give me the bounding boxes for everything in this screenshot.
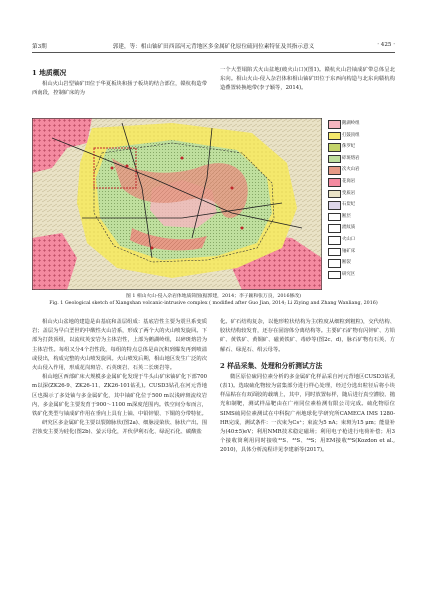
right-bottom-column (220, 318, 395, 456)
legend-swatch (328, 155, 341, 164)
legend-label: 石炭纪 (342, 202, 356, 208)
legend-swatch (328, 248, 341, 257)
legend-swatch (328, 236, 341, 245)
section-heading-2: 2 样品采集、处理和分析测试方法 (220, 361, 323, 370)
map-legend (328, 120, 398, 288)
figure-caption-cn: 图 1 相山火山-侵入杂岩体地质简图(据郭建，2014；李子颖和张万良，2016修改) (126, 294, 301, 299)
paragraph: 相山火山盆地的建造是由基底和盖层组成：基底岩性主要为震旦系变质岩；盖层为早白垩世的中酸性火山岩系，形成了两个大的火山喷发旋回。下部为打鼓顶组，以流纹英安岩为主体岩性，上部为鹅湖岭组，以碎斑熔岩为主体岩性。每组又分4个岩性段，每组的特点总体是由沉积到爆发再到喷溢或侵出，构成完整的火山喷发旋回。火山喷发后期，相山地区发生广泛的次火山侵入作用，形成花岗斑岩、石英斑岩、石英二长斑岩等。 (32, 319, 207, 372)
legend-swatch (328, 213, 341, 222)
legend-swatch (328, 143, 341, 152)
paragraph: 一个大型塌陷式火山盆地(破火山口)(图1)。赣杭火山岩铀成矿带总体呈北东向。相山火山-侵入杂岩体和相山铀矿田位于东西向构造与北东向赣杭构造叠置转换地带(李子颖等，2014)。 (220, 67, 395, 92)
legend-label: 次火山岩 (342, 167, 360, 173)
running-header (32, 42, 395, 53)
paragraph: 相山地区西部矿床大规模多金属矿化发现于牛头山矿床铀矿化下部700 m以深(ZK26-9、ZK26-11、ZK26-101钻孔)。CUSD3钻孔在河元背地区也揭示了多处铀与多金属矿化，其中铀矿化位于500 m以浅碎斑流纹岩内，多金属矿化主要发育于900～1100 m深度范围内。铁空间分布而言，铁矿化类型与铀成矿作用在垂向上具有上铀、中铅锌银、下铜的分带特征。 (32, 374, 207, 418)
running-title: 郭建，等：相山铀矿田西部河元背地区多金属矿化原位硫同位素特征及其指示意义 (112, 44, 315, 50)
legend-swatch (328, 190, 341, 199)
legend-swatch (328, 132, 341, 141)
legend-swatch (328, 120, 341, 129)
left-top-column (32, 68, 207, 98)
legend-label: 铀矿床 (342, 248, 356, 254)
legend-label: 断裂 (342, 260, 351, 266)
legend-label: 花岗岩 (342, 179, 356, 184)
legend-label: 流纹质 (342, 225, 356, 231)
left-bottom-column (32, 318, 207, 438)
paragraph: 相山火山岩型铀矿田位于华夏板块和扬子板块的结合部位，赣杭构造带西南段，控制矿床的为 (32, 81, 207, 97)
geological-map (32, 118, 322, 290)
figure-caption-en: Fig. 1 Geological sketch of Xiangshan volcanic-intrusive complex ( modified after Guo Jian, 2014; Li Ziying and Zhang Wanliang, 2016) (49, 300, 378, 306)
legend-label: 碎斑熔岩 (342, 155, 360, 161)
legend-label: 研究区 (342, 271, 356, 277)
legend-swatch (328, 224, 341, 233)
legend-label: 鹅湖岭组 (342, 121, 360, 126)
paragraph: 研究区多金属矿化主要以裂隙脉状(图2a)、细脉浸染状、脉状产出。围岩蚀变主要为硅化(图2b)、萤云母化，并伙伊利石化、绿泥石化、碳酸盐 (32, 420, 207, 436)
legend-label: 断层 (342, 213, 351, 219)
paragraph: 微区原位硫同位素分析的多金属矿化样品采自河元背地区CUSD3钻孔(表1)。选取硫化物较为富集部分进行样心处理，经过分选出粒径后将小块样品粘在有双面胶的载璃上，其中，同时放置标样，随后进行真空灌胶、抛光和制靶，测试样品靶由在广州同位素检测有限公司完成。硫化物原位SIMS硫同位素测试在中科院广州地球化学研究所CAMECA IMS 1280-HR完成，测试条件：一次束为Cs⁺；束流为5 nA；束斑为15 μm；能量补为(40±5)eV；利用NMR技术稳定磁场；利用电子枪进行电荷补偿；用3个接收筒利用同时接收³²S、³³S、³⁴S；用EM接收³⁶S(Kozdon et al., 2010)，具体分析流程详见李建新等(2017)。 (220, 373, 395, 454)
legend-swatch (328, 271, 341, 280)
figure-caption (20, 294, 407, 307)
issue-number: 第3期 (32, 44, 47, 50)
legend-label: 打鼓顶组 (342, 132, 360, 138)
legend-label: 火山口 (342, 237, 356, 242)
section-heading-1: 1 地质概况 (32, 69, 67, 77)
legend-swatch (328, 178, 341, 187)
legend-label: 侏罗纪 (342, 144, 356, 150)
figure-1 (32, 118, 397, 290)
legend-swatch (328, 201, 341, 210)
paragraph: 化。矿石结构复杂，以他形粒状结构为主(粒度从细粒到粗粒)，交代结构、胶状结构较发育，还存在固溶体分离结构等。主要矿石矿物有闪锌矿、方铅矿、黄铁矿、黄铜矿、磁黄铁矿、毒砂等(图2c、d)，脉石矿物有石英、方解石、绿泥石、绢云母等。 (220, 319, 395, 353)
right-top-column (220, 66, 395, 94)
legend-swatch (328, 166, 341, 175)
legend-swatch (328, 259, 341, 268)
page-number: · 425 · (377, 42, 395, 48)
legend-label: 变质岩 (342, 190, 356, 196)
